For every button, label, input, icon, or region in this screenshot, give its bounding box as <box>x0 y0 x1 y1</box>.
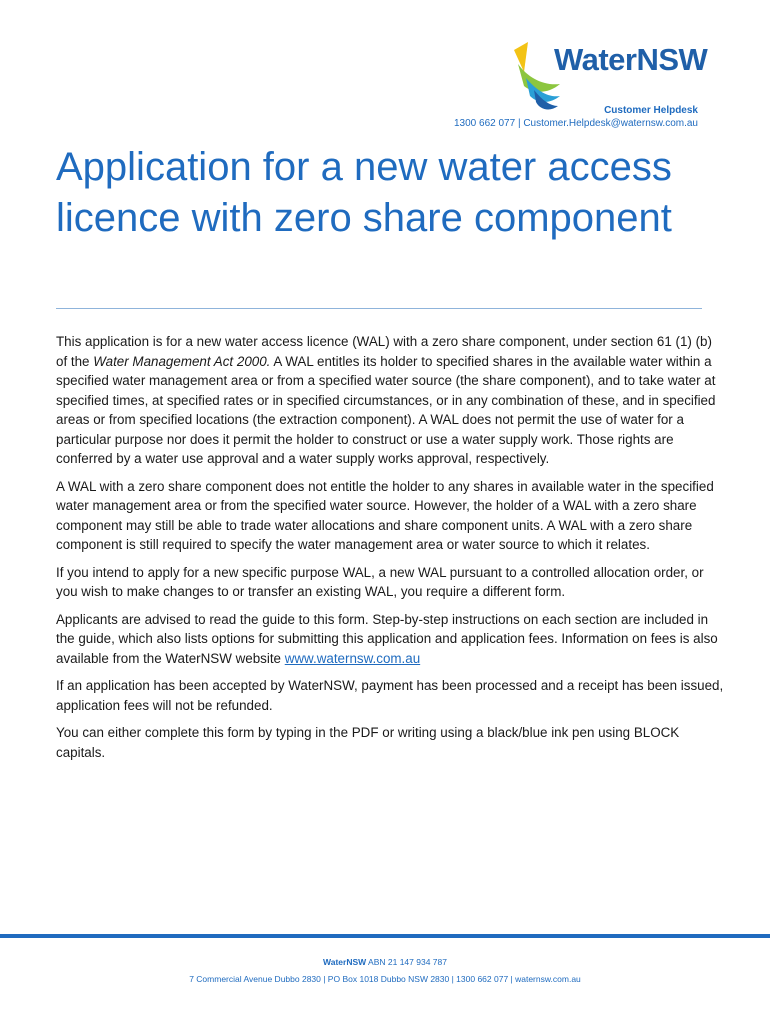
helpdesk-contact: 1300 662 077 | Customer.Helpdesk@waternsw.com.au <box>454 118 698 129</box>
footer-address: 7 Commercial Avenue Dubbo 2830 | PO Box 1018 Dubbo NSW 2830 | 1300 662 077 | waternsw.com.au <box>189 974 581 984</box>
paragraph-intro <box>56 332 724 469</box>
paragraph-intro-end: A WAL entitles its holder to specified shares in the available water within a specified water management area or from a specified water source (the share component), and to take water at specified times, at specified rates or in specified circumstances, or in any combination of these, and in specified areas or from specified locations (the extraction component). A WAL does not permit the use of water for a particular purpose nor does it permit the holder to construct or use a water supply work. Those rights are conferred by a water use approval and a water supply works approval, respectively. <box>56 353 716 466</box>
paragraph-refunds: If an application has been accepted by WaterNSW, payment has been processed and a receipt has been issued, application fees will not be refunded. <box>56 678 724 713</box>
waternsw-logo-text: WaterNSW <box>554 42 708 77</box>
paragraph-zero-share: A WAL with a zero share component does not entitle the holder to any shares in available water in the specified water management area or from the specified water source. However, the holder of a WAL with a zero share component may still be able to trade water allocations and share component units. A WAL with a zero share component is still required to specify the water management area or water source to which it relates. <box>56 478 714 552</box>
customer-helpdesk <box>454 104 698 130</box>
waternsw-logo <box>514 38 724 112</box>
paragraph-completion: You can either complete this form by typing in the PDF or writing using a black/blue ink pen using BLOCK capitals. <box>56 725 680 760</box>
footer-divider <box>0 934 770 938</box>
footer-org-line <box>0 954 770 971</box>
helpdesk-title: Customer Helpdesk <box>604 105 698 116</box>
footer-abn: ABN 21 147 934 787 <box>366 957 447 967</box>
title-divider <box>56 308 702 309</box>
footer <box>0 954 770 988</box>
paragraph-intro-start: This application is for a new water access licence (WAL) with a zero share component, under section 61 (1) (b) of the <box>56 334 712 369</box>
act-name: Water Management Act 2000. <box>93 353 271 369</box>
waternsw-website-link[interactable]: www.waternsw.com.au <box>284 650 421 666</box>
page-title: Application for a new water access licence with zero share component <box>56 145 672 240</box>
paragraph-guide <box>56 610 724 669</box>
footer-org: WaterNSW <box>323 957 367 967</box>
paragraph-other-forms: If you intend to apply for a new specific purpose WAL, a new WAL pursuant to a controlled allocation order, or you wish to make changes to or transfer an existing WAL, you require a different form. <box>56 564 704 599</box>
paragraph-guide-text: Applicants are advised to read the guide to this form. Step-by-step instructions on each section are included in the guide, which also lists options for submitting this application and application fees. Information on fees is also available from the WaterNSW website <box>56 611 718 666</box>
document-body <box>56 332 724 770</box>
